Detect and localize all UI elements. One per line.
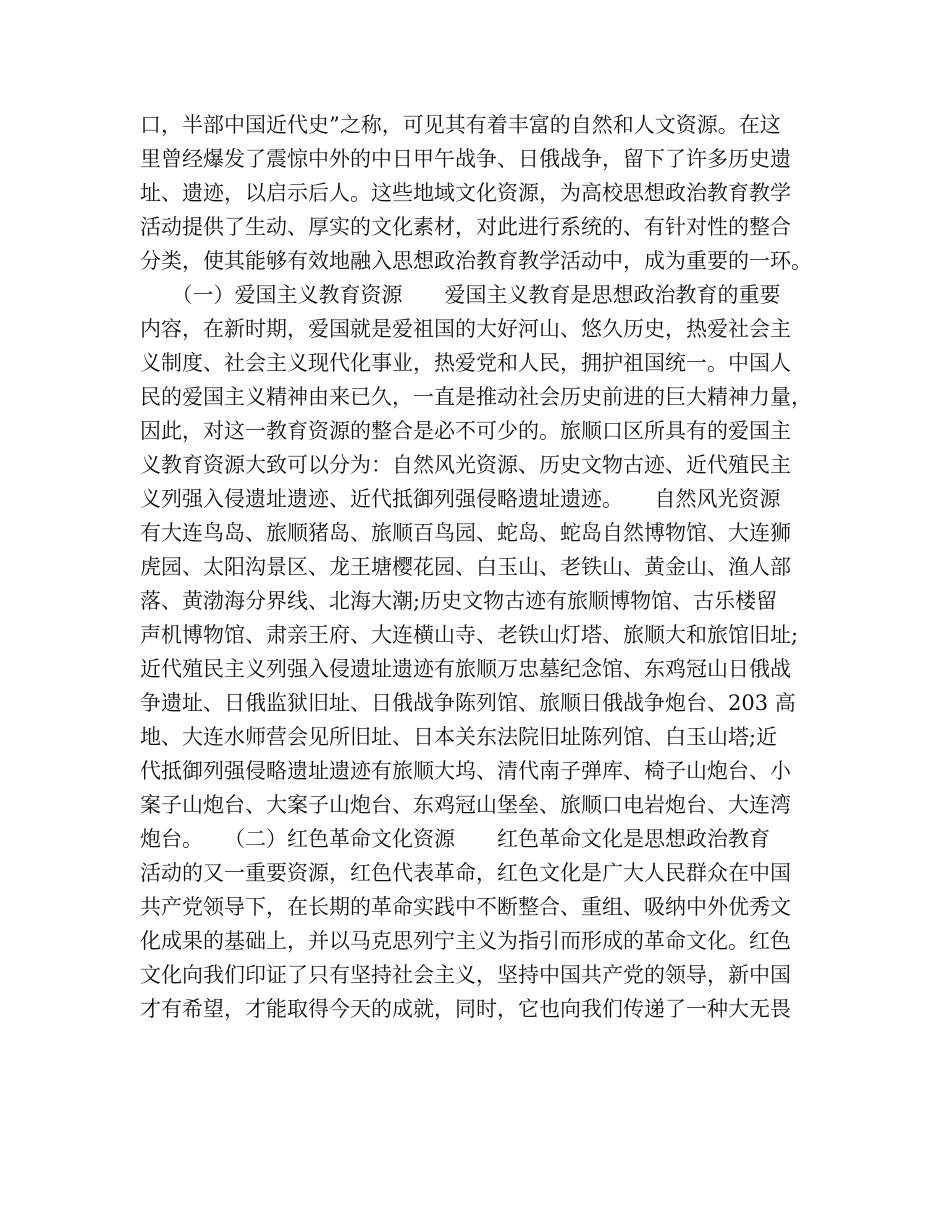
text-line: 案子山炮台、大案子山炮台、东鸡冠山堡垒、旅顺口电岩炮台、大连湾: [140, 793, 791, 817]
text-line: 口，半部中国近代史”之称，可见其有着丰富的自然和人文资源。在这: [140, 113, 781, 137]
text-line: 化成果的基础上，并以马克思列宁主义为指引而形成的革命文化。红色: [140, 929, 791, 953]
text-line: 民的爱国主义精神由来已久，一直是推动社会历史前进的巨大精神力量，: [140, 385, 812, 409]
text-line: 近代殖民主义列强入侵遗址遗迹有旅顺万忠墓纪念馆、东鸡冠山日俄战: [140, 657, 791, 681]
text-line: 共产党领导下，在长期的革命实践中不断整合、重组、吸纳中外优秀文: [140, 895, 791, 919]
body-text: [140, 108, 830, 1026]
text-line: 炮台。 （二）红色革命文化资源 红色革命文化是思想政治教育: [140, 827, 770, 851]
text-line: 代抵御列强侵略遗址遗迹有旅顺大坞、清代南子弹库、椅子山炮台、小: [140, 759, 791, 783]
text-line: 义制度、社会主义现代化事业，热爱党和人民，拥护祖国统一。中国人: [140, 351, 791, 375]
text-line: 活动提供了生动、厚实的文化素材，对此进行系统的、有针对性的整合: [140, 215, 791, 239]
text-line: 内容，在新时期，爱国就是爱祖国的大好河山、悠久历史，热爱社会主: [140, 317, 791, 341]
text-line: 声机博物馆、肃亲王府、大连横山寺、老铁山灯塔、旅顺大和旅馆旧址;: [140, 623, 799, 647]
text-line: 义列强入侵遗址遗迹、近代抵御列强侵略遗址遗迹。 自然风光资源: [140, 487, 781, 511]
text-line: 义教育资源大致可以分为：自然风光资源、历史文物古迹、近代殖民主: [140, 453, 791, 477]
text-line: 地、大连水师营会见所旧址、日本关东法院旧址陈列馆、白玉山塔;近: [140, 725, 778, 749]
text-line: 因此，对这一教育资源的整合是必不可少的。旅顺口区所具有的爱国主: [140, 419, 791, 443]
text-line: 争遗址、日俄监狱旧址、日俄战争陈列馆、旅顺日俄战争炮台、203 高: [140, 691, 796, 715]
text-line: 落、黄渤海分界线、北海大潮;历史文物古迹有旅顺博物馆、古乐楼留: [140, 589, 778, 613]
text-line: 才有希望，才能取得今天的成就，同时，它也向我们传递了一种大无畏: [140, 997, 791, 1021]
text-line: 虎园、太阳沟景区、龙王塘樱花园、白玉山、老铁山、黄金山、渔人部: [140, 555, 791, 579]
text-line: 有大连鸟岛、旅顺猪岛、旅顺百鸟园、蛇岛、蛇岛自然博物馆、大连狮: [140, 521, 791, 545]
text-line: （一）爱国主义教育资源 爱国主义教育是思想政治教育的重要: [140, 283, 781, 307]
text-line: 分类，使其能够有效地融入思想政治教育教学活动中，成为重要的一环。: [140, 249, 812, 273]
text-line: 活动的又一重要资源，红色代表革命，红色文化是广大人民群众在中国: [140, 861, 791, 885]
text-line: 址、遗迹，以启示后人。这些地域文化资源，为高校思想政治教育教学: [140, 181, 791, 205]
text-line: 文化向我们印证了只有坚持社会主义，坚持中国共产党的领导，新中国: [140, 963, 791, 987]
text-line: 里曾经爆发了震惊中外的中日甲午战争、日俄战争，留下了许多历史遗: [140, 147, 791, 171]
